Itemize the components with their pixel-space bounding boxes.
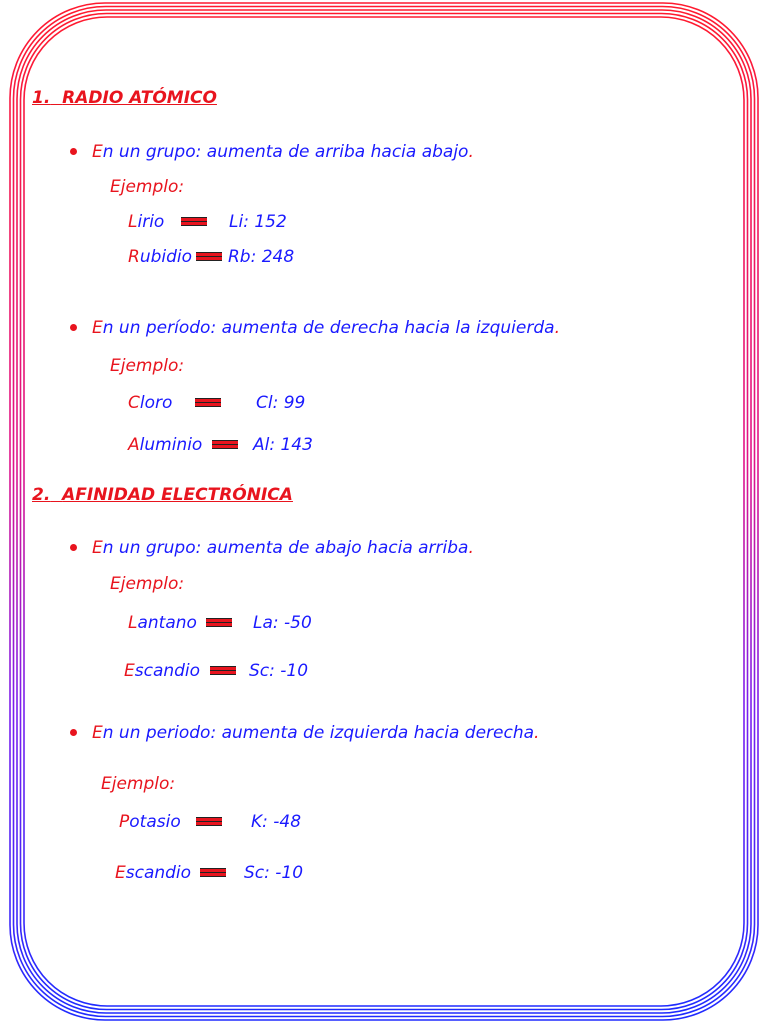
section-number: 1. — [32, 88, 51, 108]
bullet-point — [70, 324, 77, 331]
rule-text: En un período: aumenta de derecha hacia la izquierda. — [92, 318, 560, 338]
equivalence-icon — [206, 618, 232, 627]
rule-text: En un grupo: aumenta de arriba hacia abajo. — [92, 142, 474, 162]
example-element: Escandio — [115, 863, 192, 883]
bullet-point — [70, 148, 77, 155]
equivalence-icon — [196, 817, 222, 826]
equivalence-icon — [200, 868, 226, 877]
example-label: Ejemplo: — [101, 774, 176, 794]
example-element: Cloro — [128, 393, 173, 413]
example-element: Potasio — [119, 812, 181, 832]
example-value: Li: 152 — [229, 212, 287, 232]
rule-text: En un grupo: aumenta de abajo hacia arriba. — [92, 538, 474, 558]
bullet-point — [70, 729, 77, 736]
example-value: Sc: -10 — [249, 661, 309, 681]
equivalence-icon — [195, 398, 221, 407]
equivalence-icon — [181, 217, 207, 226]
bullet-point — [70, 544, 77, 551]
section-title: AFINIDAD ELECTRÓNICA — [62, 485, 293, 505]
example-element: Rubidio — [128, 247, 193, 267]
section-title: RADIO ATÓMICO — [62, 88, 217, 108]
example-element: Lantano — [128, 613, 197, 633]
example-label: Ejemplo: — [110, 356, 185, 376]
example-element: Aluminio — [128, 435, 203, 455]
section-1-heading — [32, 88, 217, 108]
rule-text: En un periodo: aumenta de izquierda hacia derecha. — [92, 723, 540, 743]
example-label: Ejemplo: — [110, 177, 185, 197]
equivalence-icon — [196, 252, 222, 261]
example-value: K: -48 — [251, 812, 302, 832]
example-element: Escandio — [124, 661, 201, 681]
section-number: 2. — [32, 485, 51, 505]
example-value: Cl: 99 — [256, 393, 306, 413]
equivalence-icon — [210, 666, 236, 675]
example-value: La: -50 — [253, 613, 312, 633]
example-element: Lirio — [128, 212, 165, 232]
example-value: Rb: 248 — [228, 247, 295, 267]
example-label: Ejemplo: — [110, 574, 185, 594]
equivalence-icon — [212, 440, 238, 449]
example-value: Al: 143 — [253, 435, 313, 455]
example-value: Sc: -10 — [244, 863, 304, 883]
section-2-heading — [32, 485, 293, 505]
